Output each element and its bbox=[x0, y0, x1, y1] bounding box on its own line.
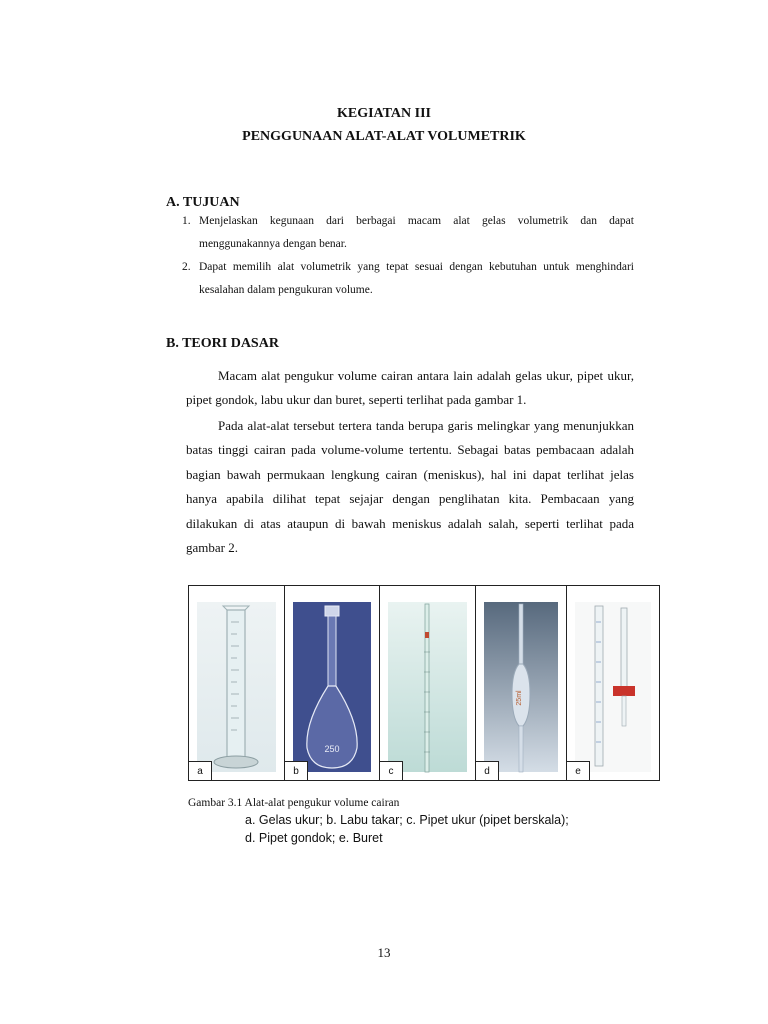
list-item bbox=[182, 210, 634, 256]
figure-cell-c bbox=[380, 586, 476, 780]
list-text: Menjelaskan kegunaan dari berbagai macam alat gelas volumetrik dan dapat menggunakannya dengan benar. bbox=[199, 215, 634, 250]
volumetric-pipette-image bbox=[484, 602, 558, 772]
volumetric-flask-image bbox=[293, 602, 371, 772]
figure-label-e: e bbox=[567, 761, 590, 780]
figure-caption-line2: d. Pipet gondok; e. Buret bbox=[245, 831, 383, 845]
list-text: Dapat memilih alat volumetrik yang tepat sesuai dengan kebutuhan untuk menghindari kesalahan dalam pengukuran volume. bbox=[199, 261, 634, 296]
graduated-pipette-image bbox=[388, 602, 467, 772]
figure-caption-line1: a. Gelas ukur; b. Labu takar; c. Pipet ukur (pipet berskala); bbox=[245, 813, 569, 827]
pipette-marking: 25ml bbox=[516, 690, 523, 706]
page-number: 13 bbox=[377, 945, 391, 960]
flask-marking: 250 bbox=[324, 744, 340, 754]
section-a-heading: A. TUJUAN bbox=[166, 195, 240, 210]
figure-label-d: d bbox=[476, 761, 499, 780]
figure-caption: Gambar 3.1 Alat-alat pengukur volume cairan bbox=[188, 797, 400, 809]
page-subtitle: PENGGUNAAN ALAT-ALAT VOLUMETRIK bbox=[242, 129, 526, 144]
figure-label-a: a bbox=[189, 761, 212, 780]
burette-image bbox=[575, 602, 651, 772]
list-number: 2. bbox=[182, 261, 191, 273]
list-number: 1. bbox=[182, 215, 191, 227]
figure-equipment bbox=[188, 585, 660, 781]
figure-cell-d bbox=[476, 586, 567, 780]
paragraph: Macam alat pengukur volume cairan antara lain adalah gelas ukur, pipet ukur, pipet gondok, labu ukur dan buret, seperti terlihat pada gambar 1. bbox=[186, 368, 634, 408]
objectives-list bbox=[182, 210, 634, 302]
graduated-cylinder-image bbox=[197, 602, 276, 772]
list-item bbox=[182, 256, 634, 302]
section-b-heading: B. TEORI DASAR bbox=[166, 336, 279, 351]
figure-cell-b bbox=[285, 586, 380, 780]
figure-label-b: b bbox=[285, 761, 308, 780]
figure-cell-e bbox=[567, 586, 659, 780]
figure-cell-a bbox=[189, 586, 285, 780]
figure-label-c: c bbox=[380, 761, 403, 780]
paragraph: Pada alat-alat tersebut tertera tanda berupa garis melingkar yang menunjukkan batas tinggi cairan pada volume-volume tertentu. Sebagai batas pembacaan adalah bagian bawah permukaan lengkung cairan (meniskus), hal ini dapat terlihat jelas hanya apabila dilihat tepat sejajar dengan penglihatan kita. Pembacaan yang dilakukan di atas ataupun di bawah meniskus adalah salah, seperti terlihat pada gambar 2. bbox=[186, 418, 634, 556]
page-title: KEGIATAN III bbox=[336, 106, 431, 121]
